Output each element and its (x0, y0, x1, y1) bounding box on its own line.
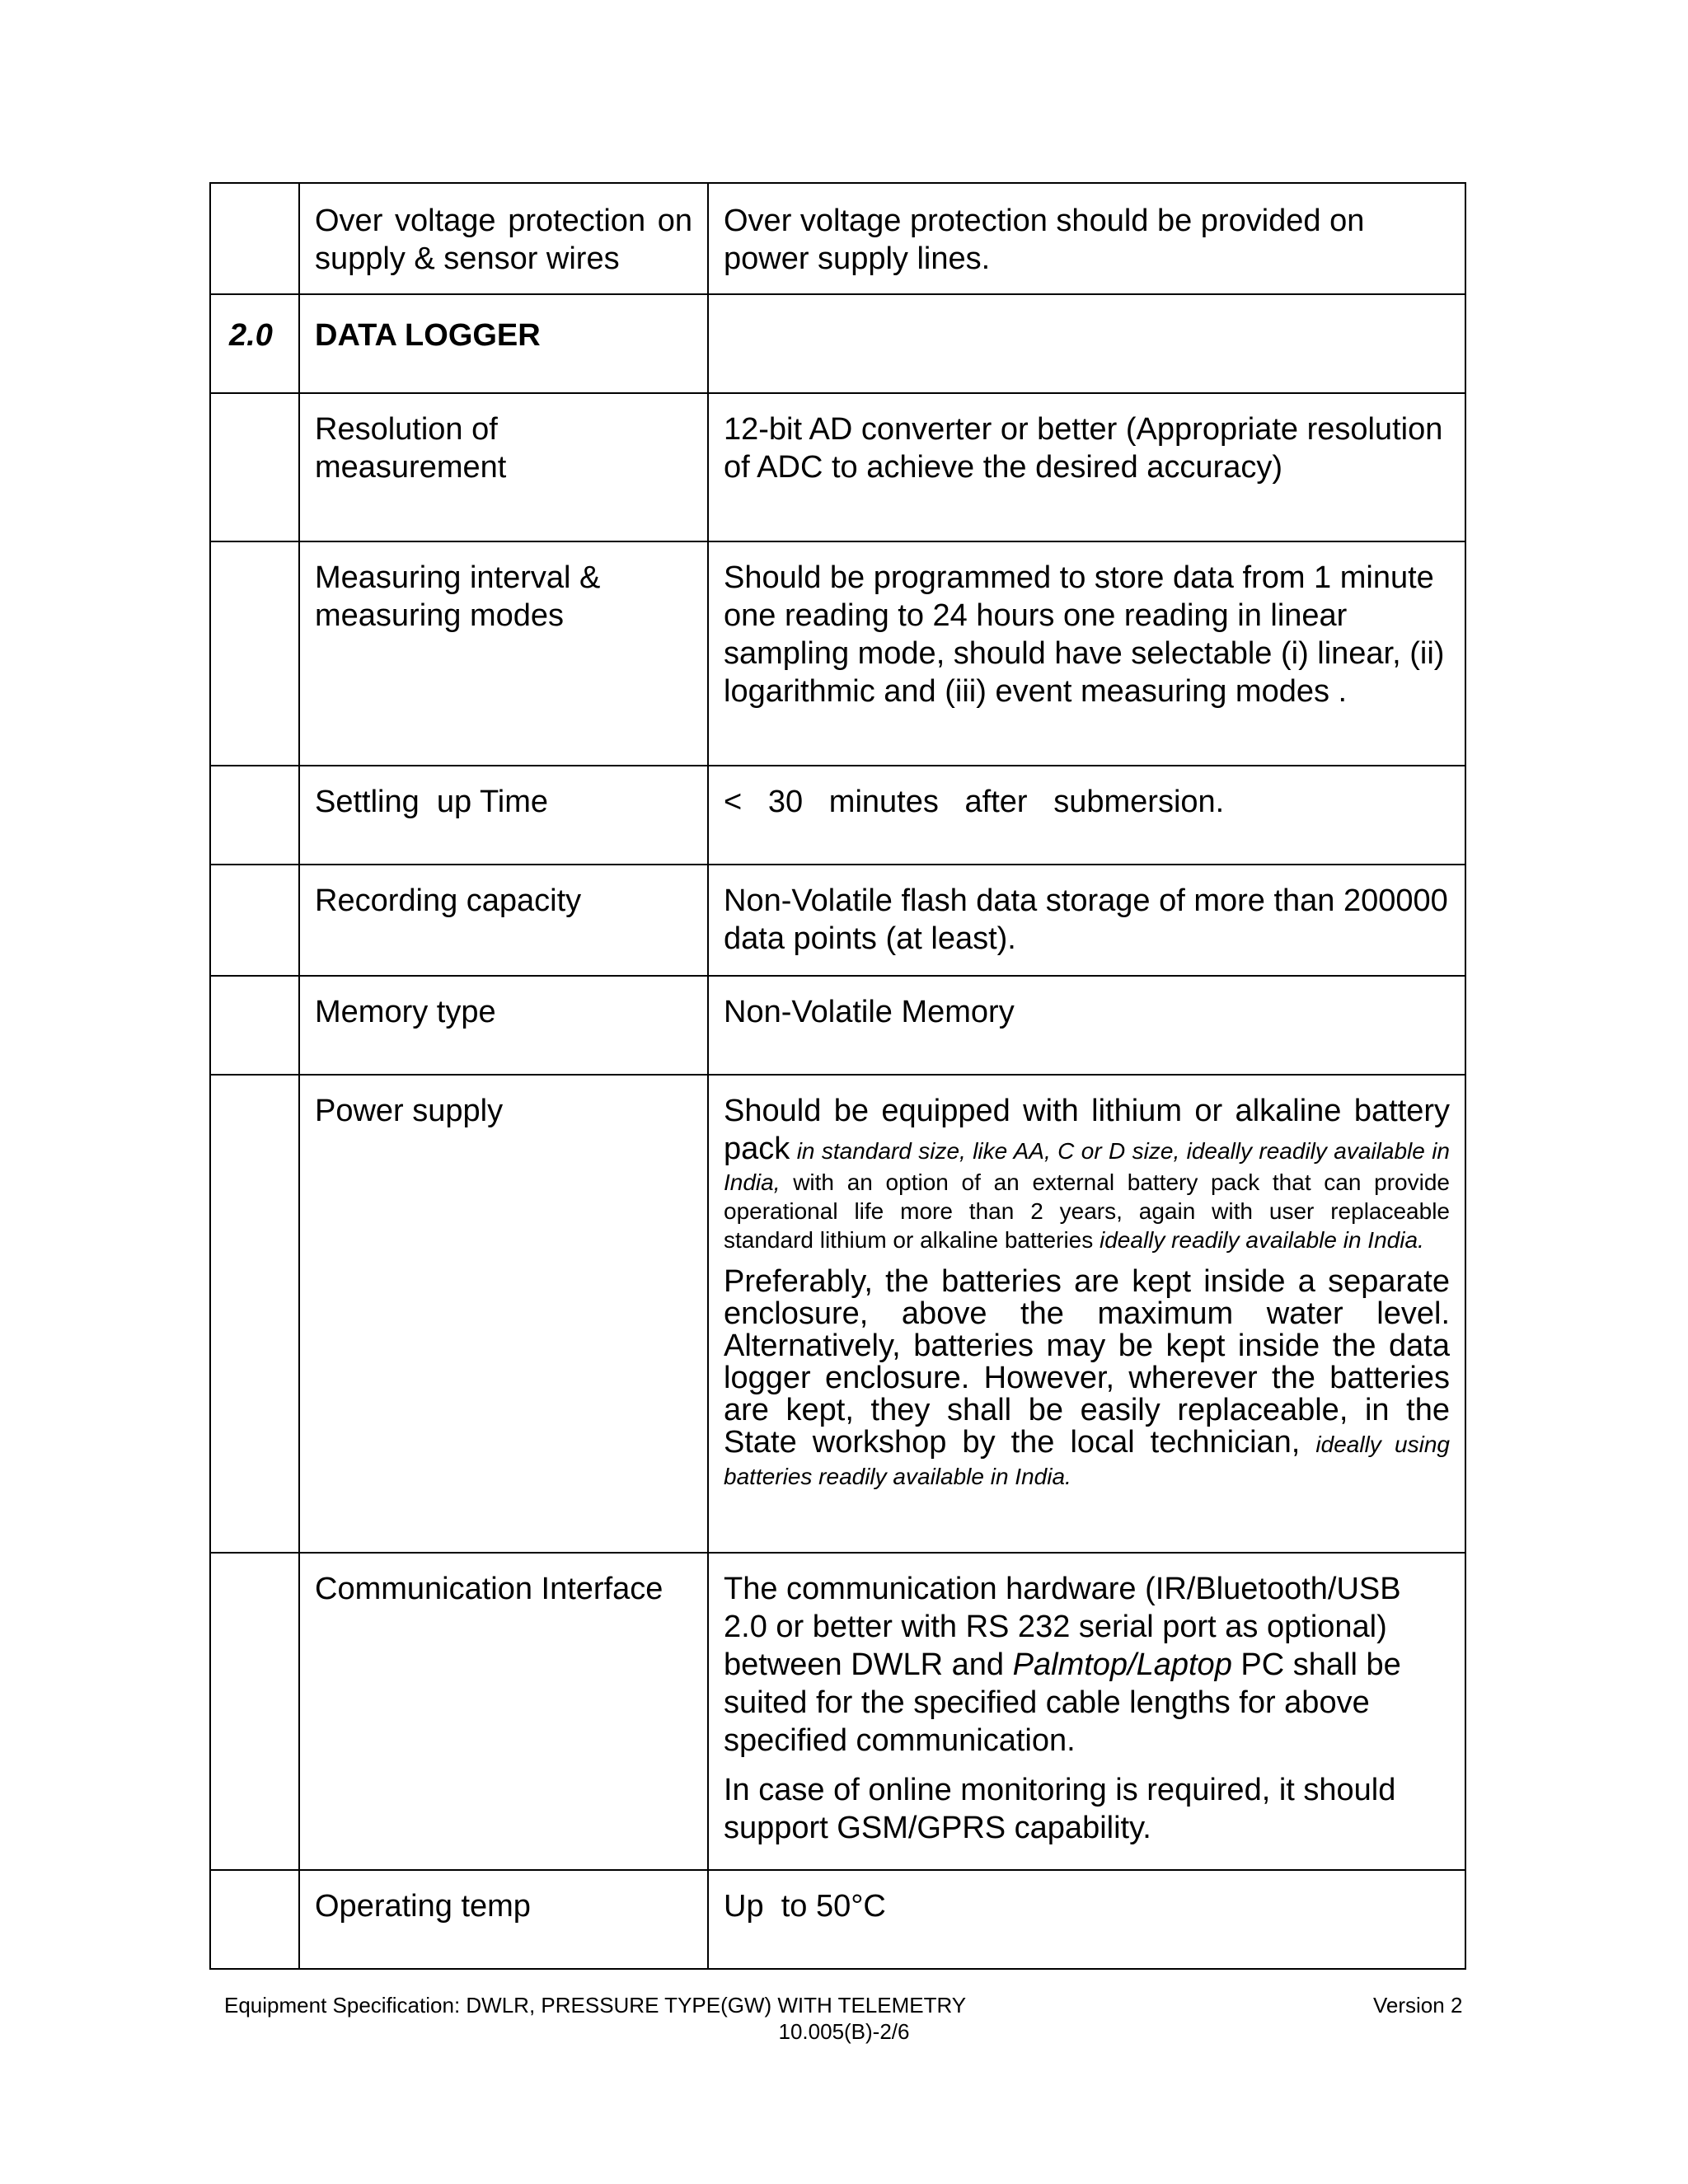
spec-cell (708, 1075, 1465, 1553)
table-row (210, 766, 1465, 865)
table-row (210, 541, 1465, 766)
power-paragraph-2: Preferably, the batteries are kept inside a separate enclosure, above the maximum water level. Alternatively, batteries may be kept inside the data logger enclosure. However, wherever the batteries are kept, they shall be easily replaceable, in the State workshop by the local technician, ideally using batteries readily available in India. (724, 1264, 1450, 1489)
comm-paragraph-2: In case of online monitoring is required, it should support GSM/GPRS capability. (724, 1773, 1396, 1845)
parameter-cell: Recording capacity (299, 865, 708, 976)
section-number: 2.0 (210, 294, 299, 393)
row-number-cell (210, 1870, 299, 1969)
spec-cell: 12-bit AD converter or better (Appropriate resolution of ADC to achieve the desired accuracy) (708, 393, 1465, 541)
specification-table (209, 182, 1466, 1970)
row-number-cell (210, 183, 299, 294)
parameter-cell: Settling up Time (299, 766, 708, 865)
table-row (210, 1075, 1465, 1553)
table-row (210, 1553, 1465, 1870)
spec-cell: Over voltage protection should be provided on power supply lines. (708, 183, 1465, 294)
parameter-cell: Power supply (299, 1075, 708, 1553)
row-number-cell (210, 865, 299, 976)
spec-cell: Non-Volatile flash data storage of more than 200000 data points (at least). (708, 865, 1465, 976)
table-row (210, 1870, 1465, 1969)
comm-paragraph-1: The communication hardware (IR/Bluetooth/USB 2.0 or better with RS 232 serial port as optional) between DWLR and Palmtop/Laptop PC shall be suited for the specified cable lengths for above specified communication. (724, 1572, 1401, 1758)
table-row (210, 976, 1465, 1075)
power-paragraph-1: Should be equipped with lithium or alkaline battery pack in standard size, like AA, C or D size, ideally readily available in India, with an option of an external battery pack that can provide operational life more than 2 years, again with user replaceable standard lithium or alkaline batteries ideally readily available in India. (724, 1094, 1451, 1253)
row-number-cell (210, 393, 299, 541)
row-number-cell (210, 976, 299, 1075)
footer-page-code: 10.005(B)-2/6 (778, 2019, 910, 2044)
table-row (210, 865, 1465, 976)
row-number-cell (210, 1075, 299, 1553)
parameter-cell: Operating temp (299, 1870, 708, 1969)
footer-version: Version 2 (1373, 1993, 1463, 2018)
spec-cell: Up to 50°C (708, 1870, 1465, 1969)
spec-cell: Non-Volatile Memory (708, 976, 1465, 1075)
table-row (210, 183, 1465, 294)
row-number-cell (210, 541, 299, 766)
section-row (210, 294, 1465, 393)
spec-cell: Should be programmed to store data from 1 minute one reading to 24 hours one reading in linear sampling mode, should have selectable (i) linear, (ii) logarithmic and (iii) event measuring modes . (708, 541, 1465, 766)
parameter-cell: Resolution of measurement (299, 393, 708, 541)
spec-cell (708, 1553, 1465, 1870)
row-number-cell (210, 766, 299, 865)
parameter-cell: Communication Interface (299, 1553, 708, 1870)
parameter-cell: Memory type (299, 976, 708, 1075)
table-row (210, 393, 1465, 541)
row-number-cell (210, 1553, 299, 1870)
footer-title: Equipment Specification: DWLR, PRESSURE TYPE(GW) WITH TELEMETRY (224, 1993, 967, 2018)
parameter-cell: Measuring interval & measuring modes (299, 541, 708, 766)
spec-cell: < 30 minutes after submersion. (708, 766, 1465, 865)
parameter-cell: Over voltage protection on supply & sensor wires (299, 183, 708, 294)
spec-cell (708, 294, 1465, 393)
section-title: DATA LOGGER (299, 294, 708, 393)
